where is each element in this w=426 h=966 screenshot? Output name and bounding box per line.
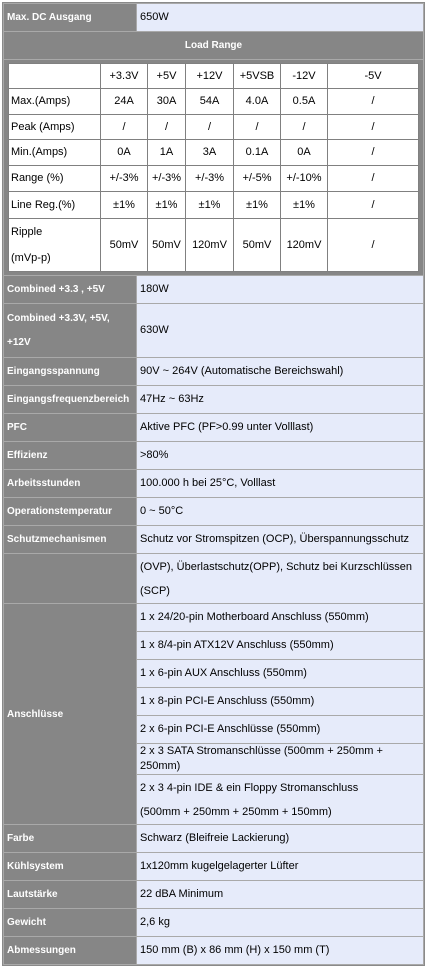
- farbe-value: Schwarz (Bleifreie Lackierung): [137, 825, 424, 853]
- cell: /: [148, 115, 186, 140]
- row-label: Min.(Amps): [9, 140, 101, 166]
- schutz-value-line1: Schutz vor Stromspitzen (OCP), Überspannungsschutz: [137, 526, 424, 554]
- col-header: +12V: [186, 64, 234, 89]
- ripple-label-line1: Ripple: [11, 226, 43, 238]
- load-range-row: [9, 166, 419, 192]
- combined-label-line1: Combined +3.3V, +5V,: [7, 312, 110, 324]
- anschluss-item: 2 x 6-pin PCI-E Anschlüsse (550mm): [137, 716, 424, 744]
- cell: 0A: [101, 140, 148, 166]
- row-eingangsfrequenz: [4, 386, 424, 414]
- cell: /: [281, 115, 328, 140]
- pfc-value: Aktive PFC (PF>0.99 unter Volllast): [137, 414, 424, 442]
- row-effizienz: [4, 442, 424, 470]
- row-label: Peak (Amps): [9, 115, 101, 140]
- row-gewicht: [4, 909, 424, 937]
- gewicht-label: Gewicht: [4, 909, 137, 937]
- col-header: -5V: [328, 64, 419, 89]
- row-combined-33-5: [4, 276, 424, 304]
- eingangsfrequenz-label: Eingangsfrequenzbereich: [4, 386, 137, 414]
- row-load-range-header: [4, 32, 424, 60]
- cell: /: [328, 219, 419, 272]
- row-eingangsspannung: [4, 358, 424, 386]
- load-range-row: [9, 89, 419, 115]
- load-range-corner: [9, 64, 101, 89]
- schutz-label-empty: [4, 554, 137, 604]
- cell: 120mV: [186, 219, 234, 272]
- anschluss-item: 1 x 8-pin PCI-E Anschluss (550mm): [137, 688, 424, 716]
- row-pfc: [4, 414, 424, 442]
- lautstaerke-label: Lautstärke: [4, 881, 137, 909]
- cell: +/-10%: [281, 166, 328, 192]
- cell: 54A: [186, 89, 234, 115]
- row-schutz: [4, 526, 424, 554]
- row-kuehlsystem: [4, 853, 424, 881]
- anschluss-item-line1: 2 x 3 4-pin IDE & ein Floppy Stromanschluss: [140, 781, 359, 794]
- combined-33-5-12-value: 630W: [137, 304, 424, 358]
- max-dc-label: Max. DC Ausgang: [4, 4, 137, 32]
- col-header: +5VSB: [234, 64, 281, 89]
- row-anschluesse: [4, 604, 424, 632]
- load-range-row: [9, 219, 419, 272]
- cell: /: [328, 89, 419, 115]
- cell: /: [328, 115, 419, 140]
- schutz-label: Schutzmechanismen: [4, 526, 137, 554]
- cell: 50mV: [148, 219, 186, 272]
- anschluss-item: 1 x 6-pin AUX Anschluss (550mm): [137, 660, 424, 688]
- abmessungen-value: 150 mm (B) x 86 mm (H) x 150 mm (T): [137, 937, 424, 965]
- effizienz-label: Effizienz: [4, 442, 137, 470]
- schutz-value-line3: (SCP): [140, 584, 170, 597]
- anschluesse-label: Anschlüsse: [4, 604, 137, 825]
- row-operationstemperatur: [4, 498, 424, 526]
- col-header: +3.3V: [101, 64, 148, 89]
- cell: 0A: [281, 140, 328, 166]
- load-range-row: [9, 192, 419, 219]
- operationstemperatur-value: 0 ~ 50°C: [137, 498, 424, 526]
- arbeitsstunden-label: Arbeitsstunden: [4, 470, 137, 498]
- load-range-row: [9, 140, 419, 166]
- cell: ±1%: [148, 192, 186, 219]
- combined-33-5-label: Combined +3.3 , +5V: [4, 276, 137, 304]
- cell: 24A: [101, 89, 148, 115]
- eingangsspannung-value: 90V ~ 264V (Automatische Bereichswahl): [137, 358, 424, 386]
- operationstemperatur-label: Operationstemperatur: [4, 498, 137, 526]
- anschluss-item: 1 x 24/20-pin Motherboard Anschluss (550mm): [137, 604, 424, 632]
- kuehlsystem-label: Kühlsystem: [4, 853, 137, 881]
- cell: 1A: [148, 140, 186, 166]
- row-label: Line Reg.(%): [9, 192, 101, 219]
- eingangsspannung-label: Eingangsspannung: [4, 358, 137, 386]
- effizienz-value: >80%: [137, 442, 424, 470]
- cell: /: [186, 115, 234, 140]
- arbeitsstunden-value: 100.000 h bei 25°C, Volllast: [137, 470, 424, 498]
- cell: +/-5%: [234, 166, 281, 192]
- cell: 120mV: [281, 219, 328, 272]
- row-lautstaerke: [4, 881, 424, 909]
- cell: ±1%: [186, 192, 234, 219]
- lautstaerke-value: 22 dBA Minimum: [137, 881, 424, 909]
- cell: /: [234, 115, 281, 140]
- cell: ±1%: [234, 192, 281, 219]
- max-dc-value: 650W: [137, 4, 424, 32]
- anschluss-item-line2: (500mm + 250mm + 250mm + 150mm): [140, 805, 332, 818]
- cell: 0.1A: [234, 140, 281, 166]
- anschluss-item-multiline: [137, 775, 424, 825]
- cell: 50mV: [234, 219, 281, 272]
- load-range-header-row: [9, 64, 419, 89]
- cell: /: [328, 192, 419, 219]
- cell: 30A: [148, 89, 186, 115]
- row-max-dc: [4, 4, 424, 32]
- spec-table: [3, 3, 424, 965]
- cell: +/-3%: [148, 166, 186, 192]
- row-label: [9, 219, 101, 272]
- anschluss-item: 2 x 3 SATA Stromanschlüsse (500mm + 250mm + 250mm): [137, 744, 424, 775]
- cell: /: [328, 166, 419, 192]
- col-header: -12V: [281, 64, 328, 89]
- row-farbe: [4, 825, 424, 853]
- spec-sheet: [2, 2, 425, 966]
- row-label: Range (%): [9, 166, 101, 192]
- cell: 4.0A: [234, 89, 281, 115]
- cell: +/-3%: [101, 166, 148, 192]
- row-combined-33-5-12: [4, 304, 424, 358]
- cell: 50mV: [101, 219, 148, 272]
- load-range-row: [9, 115, 419, 140]
- cell: /: [101, 115, 148, 140]
- anschluss-item: 1 x 8/4-pin ATX12V Anschluss (550mm): [137, 632, 424, 660]
- abmessungen-label: Abmessungen: [4, 937, 137, 965]
- pfc-label: PFC: [4, 414, 137, 442]
- cell: 3A: [186, 140, 234, 166]
- row-label: Max.(Amps): [9, 89, 101, 115]
- combined-33-5-value: 180W: [137, 276, 424, 304]
- schutz-value-cont: [137, 554, 424, 604]
- row-abmessungen: [4, 937, 424, 965]
- cell: ±1%: [281, 192, 328, 219]
- cell: 0.5A: [281, 89, 328, 115]
- cell: ±1%: [101, 192, 148, 219]
- row-load-range-table: [4, 60, 424, 276]
- combined-label-line2: +12V: [7, 336, 31, 348]
- load-range-table: [8, 63, 419, 272]
- load-range-title: Load Range: [4, 32, 424, 60]
- eingangsfrequenz-value: 47Hz ~ 63Hz: [137, 386, 424, 414]
- kuehlsystem-value: 1x120mm kugelgelagerter Lüfter: [137, 853, 424, 881]
- ripple-label-line2: (mVp-p): [11, 252, 51, 264]
- row-arbeitsstunden: [4, 470, 424, 498]
- gewicht-value: 2,6 kg: [137, 909, 424, 937]
- col-header: +5V: [148, 64, 186, 89]
- farbe-label: Farbe: [4, 825, 137, 853]
- cell: +/-3%: [186, 166, 234, 192]
- combined-33-5-12-label: [4, 304, 137, 358]
- schutz-value-line2: (OVP), Überlastschutz(OPP), Schutz bei Kurzschlüssen: [140, 560, 413, 573]
- row-schutz-cont: [4, 554, 424, 604]
- cell: /: [328, 140, 419, 166]
